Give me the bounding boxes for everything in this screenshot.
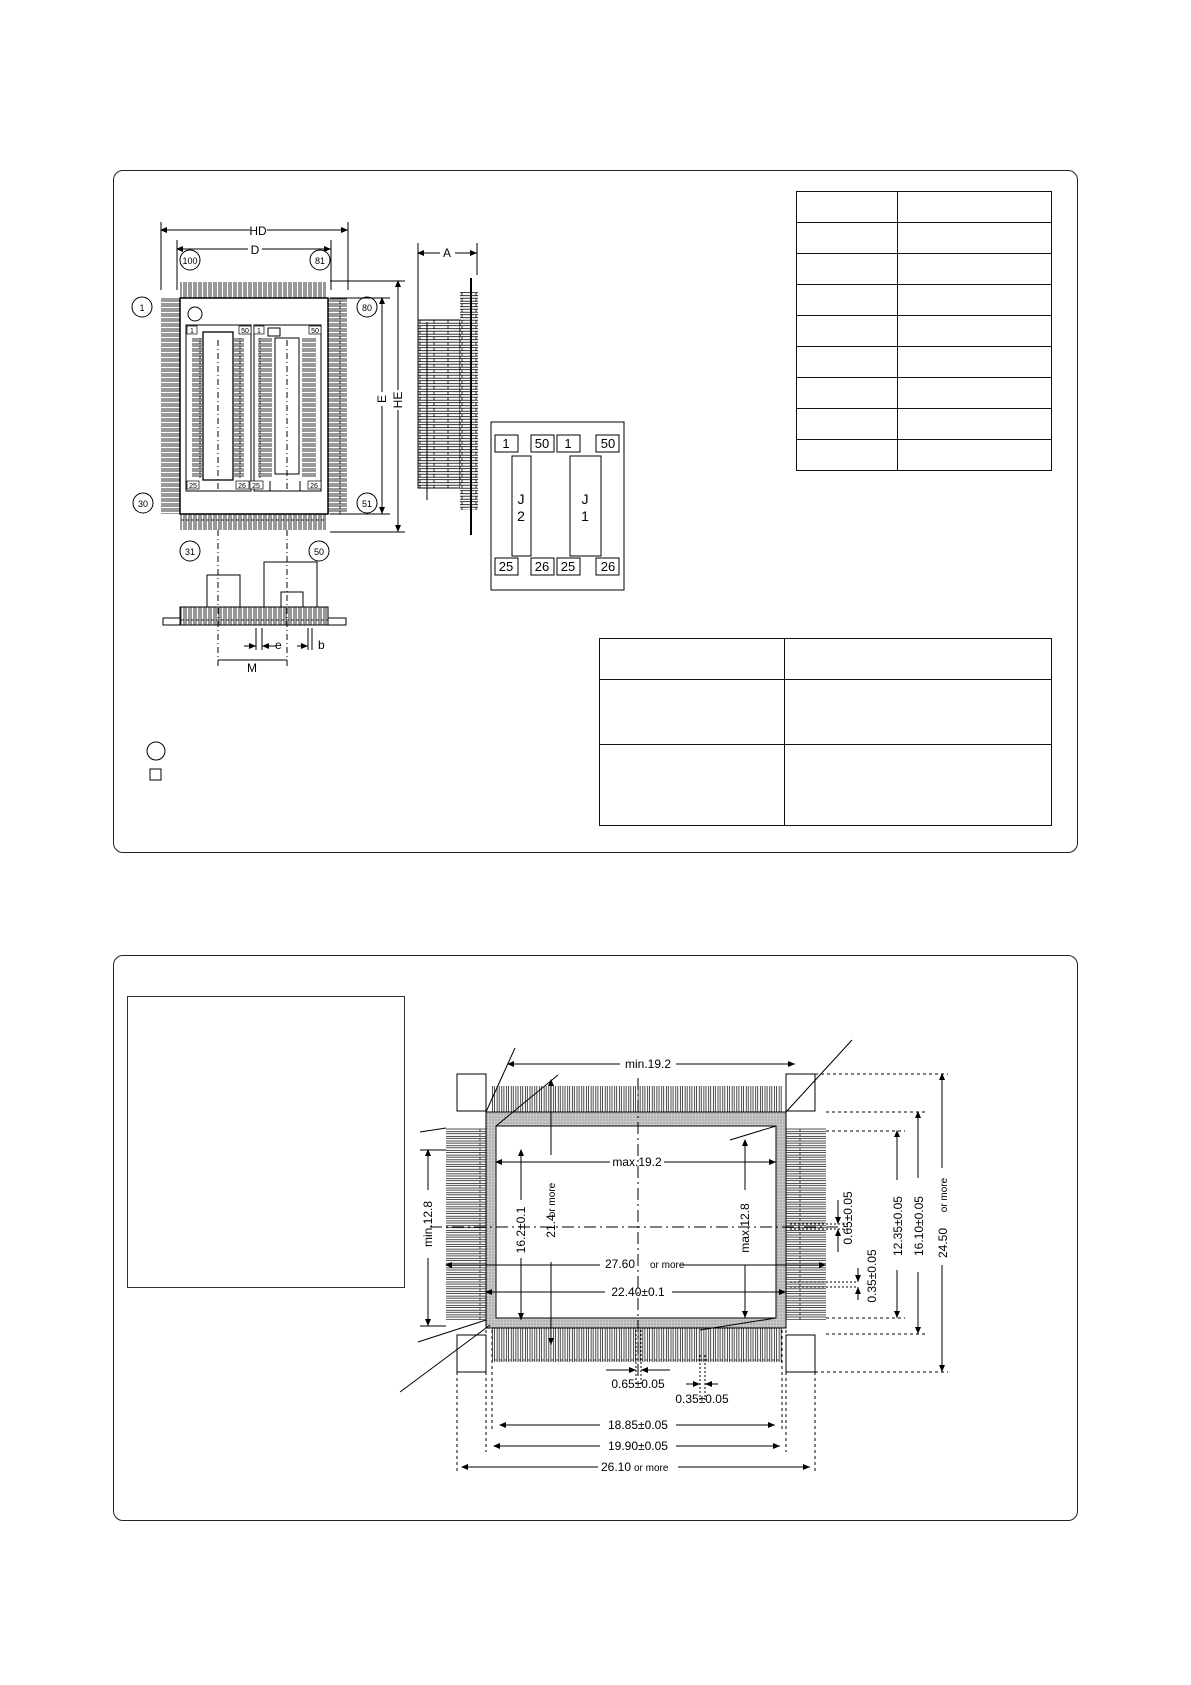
svg-text:J: J xyxy=(517,491,525,507)
svg-text:0.35±0.05: 0.35±0.05 xyxy=(865,1249,879,1303)
svg-text:HE: HE xyxy=(391,391,405,409)
svg-text:or more: or more xyxy=(939,1177,950,1213)
svg-text:50: 50 xyxy=(313,547,325,557)
svg-text:b: b xyxy=(318,638,325,652)
svg-text:21.4: 21.4 xyxy=(544,1214,558,1238)
svg-text:2: 2 xyxy=(517,508,525,524)
svg-text:E: E xyxy=(375,394,389,404)
left-pin-row xyxy=(161,298,180,514)
svg-text:18.85±0.05: 18.85±0.05 xyxy=(608,1418,668,1432)
spec-table xyxy=(796,191,1052,471)
svg-text:min.12.8: min.12.8 xyxy=(421,1200,435,1248)
svg-text:30: 30 xyxy=(137,499,149,509)
label-d: D xyxy=(250,243,260,257)
svg-text:31: 31 xyxy=(184,547,196,557)
svg-text:1: 1 xyxy=(257,328,261,335)
svg-text:100: 100 xyxy=(182,256,198,266)
svg-text:1: 1 xyxy=(190,328,194,335)
svg-text:or more: or more xyxy=(634,1463,669,1474)
svg-text:0.65±0.05: 0.65±0.05 xyxy=(611,1377,665,1391)
svg-text:min.19.2: min.19.2 xyxy=(624,1057,672,1071)
svg-text:max.12.8: max.12.8 xyxy=(738,1203,752,1253)
svg-text:or more: or more xyxy=(650,1260,685,1271)
svg-text:81: 81 xyxy=(314,256,326,266)
svg-text:12.35±0.05: 12.35±0.05 xyxy=(891,1196,905,1256)
connector-pin-map xyxy=(491,422,624,590)
svg-text:50: 50 xyxy=(534,436,550,451)
svg-text:51: 51 xyxy=(361,499,373,509)
svg-text:25: 25 xyxy=(560,559,576,574)
svg-text:26: 26 xyxy=(238,483,246,490)
svg-text:16.10±0.05: 16.10±0.05 xyxy=(912,1196,926,1256)
label-hd: HD xyxy=(249,224,267,238)
footprint-drawing xyxy=(400,1040,950,1474)
legend-circle-icon xyxy=(147,742,165,760)
notes-box xyxy=(127,996,405,1288)
top-pin-row xyxy=(180,282,326,298)
svg-text:M: M xyxy=(247,661,257,675)
svg-text:A: A xyxy=(442,246,452,260)
right-pin-row xyxy=(328,298,347,514)
svg-text:0.35±0.05: 0.35±0.05 xyxy=(675,1392,729,1406)
svg-text:26: 26 xyxy=(600,559,616,574)
svg-text:25: 25 xyxy=(252,483,260,490)
svg-text:e: e xyxy=(275,638,282,652)
svg-text:25: 25 xyxy=(498,559,514,574)
svg-text:1: 1 xyxy=(564,436,572,451)
svg-text:1: 1 xyxy=(581,508,589,524)
svg-text:50: 50 xyxy=(241,328,249,335)
bottom-pin-row xyxy=(180,514,326,530)
svg-text:or more: or more xyxy=(547,1182,558,1218)
svg-text:26.10: 26.10 xyxy=(600,1460,632,1474)
svg-text:J: J xyxy=(581,491,589,507)
svg-text:50: 50 xyxy=(600,436,616,451)
svg-text:1: 1 xyxy=(502,436,510,451)
svg-text:0.65±0.05: 0.65±0.05 xyxy=(841,1191,855,1245)
svg-text:26: 26 xyxy=(310,483,318,490)
svg-text:50: 50 xyxy=(311,328,319,335)
svg-text:24.50: 24.50 xyxy=(936,1227,950,1259)
svg-text:19.90±0.05: 19.90±0.05 xyxy=(608,1439,668,1453)
svg-text:80: 80 xyxy=(361,303,373,313)
svg-text:22.40±0.1: 22.40±0.1 xyxy=(611,1285,665,1299)
svg-text:1: 1 xyxy=(139,303,145,313)
svg-text:16.2±0.1: 16.2±0.1 xyxy=(514,1206,528,1254)
note-table xyxy=(599,638,1052,826)
svg-text:26: 26 xyxy=(534,559,550,574)
svg-text:25: 25 xyxy=(189,483,197,490)
svg-text:max.19.2: max.19.2 xyxy=(612,1155,662,1169)
svg-text:27.60: 27.60 xyxy=(604,1257,636,1271)
legend-square-icon xyxy=(150,769,161,780)
side-view xyxy=(418,243,478,535)
